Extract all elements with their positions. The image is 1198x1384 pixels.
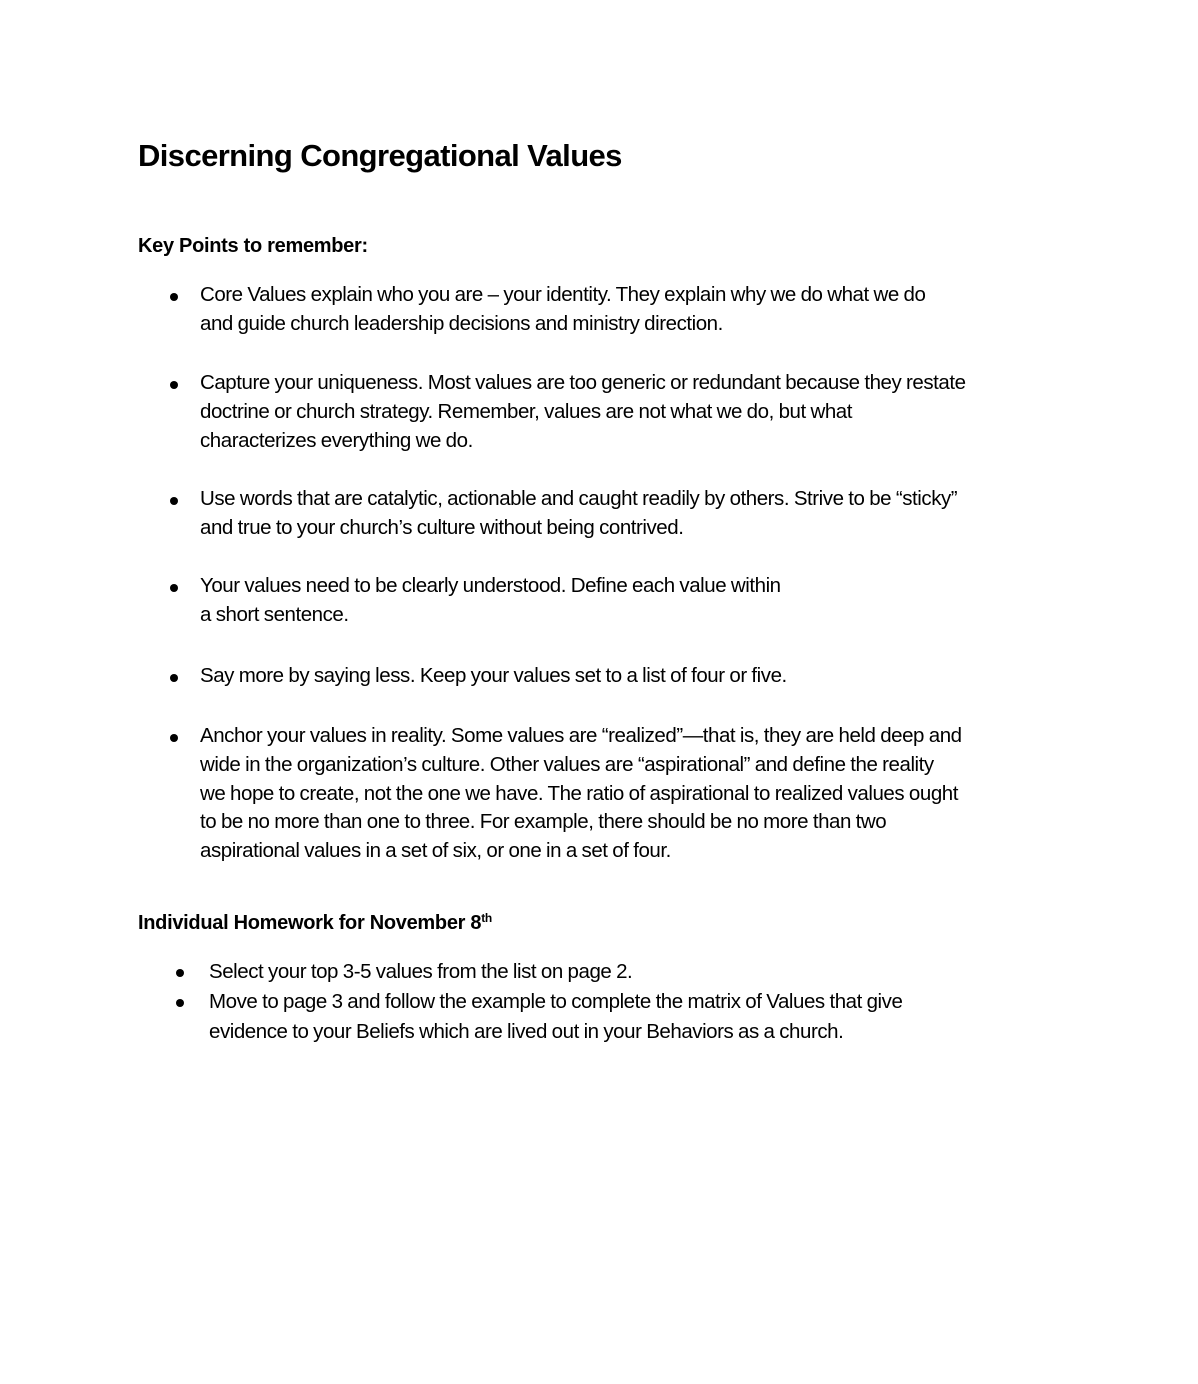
text-line: Anchor your values in reality. Some values are “realized”—that is, they are held deep and — [200, 724, 962, 747]
bullet-icon — [170, 381, 178, 389]
homework-heading-text: Individual Homework for November 8 — [138, 912, 482, 934]
text-line: Core Values explain who you are – your identity. They explain why we do what we do — [200, 283, 926, 306]
key-point-text — [200, 369, 1080, 455]
text-line: evidence to your Beliefs which are lived out in your Behaviors as a church. — [209, 1020, 844, 1043]
text-line: and true to your church’s culture without being contrived. — [200, 515, 684, 539]
bullet-icon — [170, 734, 178, 742]
homework-heading — [138, 910, 492, 936]
text-line: we hope to create, not the one we have. The ratio of aspirational to realized values ought — [200, 781, 958, 805]
bullet-icon — [170, 674, 178, 682]
text-line: Say more by saying less. Keep your values set to a list of four or five. — [200, 664, 787, 687]
bullet-icon — [170, 497, 178, 505]
key-point-text — [200, 572, 1080, 630]
key-points-heading: Key Points to remember: — [138, 235, 368, 257]
text-line: Use words that are catalytic, actionable and caught readily by others. Strive to be “sticky” — [200, 487, 958, 510]
homework-text — [209, 987, 1089, 1047]
key-point-text — [200, 485, 1080, 543]
text-line: Capture your uniqueness. Most values are too generic or redundant because they restate — [200, 371, 966, 394]
key-point-text — [200, 662, 1080, 691]
page-title: Discerning Congregational Values — [138, 138, 622, 173]
homework-text — [209, 957, 1089, 987]
key-point-text — [200, 722, 1080, 866]
text-line: Your values need to be clearly understood. Define each value within — [200, 574, 781, 597]
text-line: and guide church leadership decisions and ministry direction. — [200, 311, 723, 335]
bullet-icon — [170, 584, 178, 592]
text-line: aspirational values in a set of six, or one in a set of four. — [200, 839, 671, 863]
bullet-icon — [170, 293, 178, 301]
text-line: doctrine or church strategy. Remember, values are not what we do, but what — [200, 399, 852, 423]
text-line: characterizes everything we do. — [200, 428, 473, 452]
text-line: a short sentence. — [200, 602, 349, 626]
bullet-icon — [176, 969, 184, 977]
bullet-icon — [176, 999, 184, 1007]
text-line: wide in the organization’s culture. Other values are “aspirational” and define the reality — [200, 752, 934, 776]
text-line: Move to page 3 and follow the example to complete the matrix of Values that give — [209, 990, 903, 1013]
text-line: Select your top 3-5 values from the list on page 2. — [209, 960, 633, 983]
text-line: to be no more than one to three. For example, there should be no more than two — [200, 810, 887, 834]
key-point-text — [200, 281, 1080, 339]
homework-heading-superscript: th — [481, 911, 492, 925]
